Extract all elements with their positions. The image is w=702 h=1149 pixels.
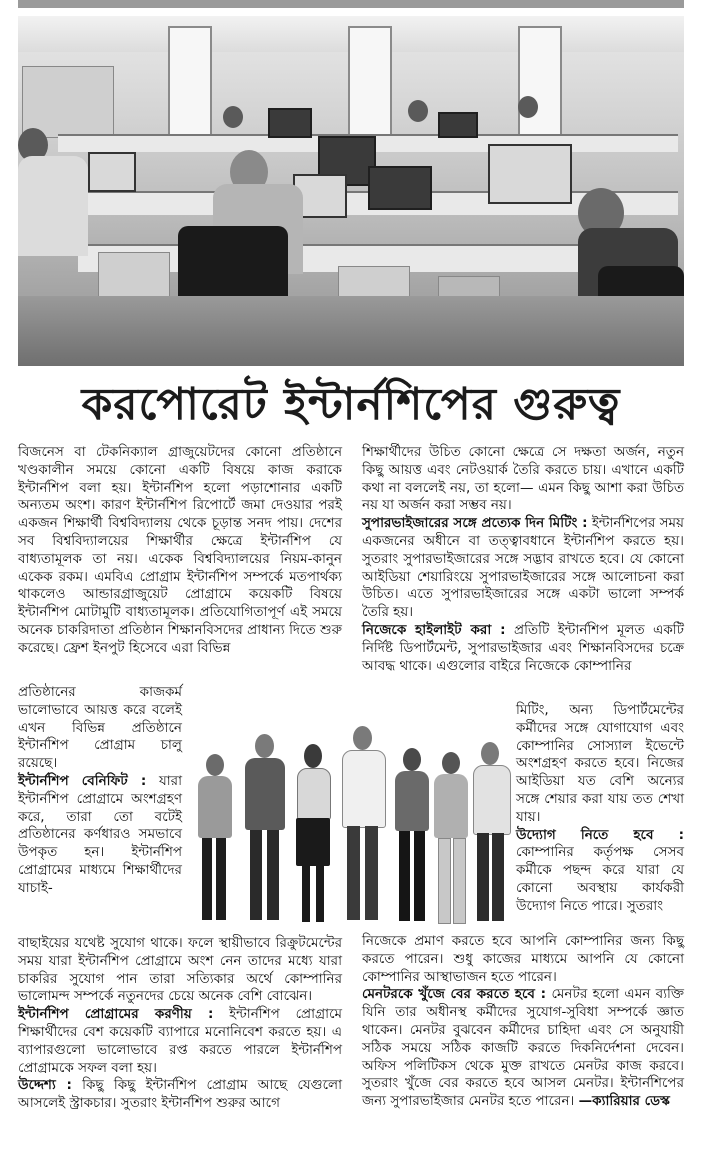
text-supervisor: ইন্টার্নশিপের সময় একজনের অধীনে বা তত্ত্বাবধানে ইন্টার্নশিপ করতে হয়। সুতরাং সুপারভাইজারের সঙ্গে সদ্ভাব রাখতে হবে। যে কোনো আইডিয়া শেয়ারিংয়ে সুপারভাইজারের সঙ্গে আলোচনা করা উচিত। এতে সুপারভাইজারের সঙ্গে একটা ভালো সম্পর্ক তৈরি হয়। [362, 515, 685, 621]
text-mentor: মেনটর হলো এমন ব্যক্তি যিনি তার অধীনস্থ কর্মীদের সুযোগ-সুবিধা সম্পর্কে জ্ঞাত থাকেন। মেনটর বুঝবেন কর্মীদের চাহিদা এবং সে অনুযায়ী সঠিক সময়ে সঠিক কাজটি করতে দিকনির্দেশনা দেবেন। অফিস পলিটিকস থেকে মুক্ত রাখতে মেনটর কাজ করবে। সুতরাং খুঁজে বের করতে হবে আসল মেনটর। ইন্টার্নশিপের জন্য সুপারভাইজার মেনটর হতে পারেন। [362, 986, 684, 1110]
column1-continued [18, 935, 342, 1113]
photo-person [408, 100, 428, 122]
paragraph-aim [18, 1077, 342, 1113]
column2-top [362, 444, 684, 675]
paragraph-cont: বাছাইয়ের যথেষ্ট সুযোগ থাকে। ফলে স্থায়ীভাবে রিক্রুটমেন্টের সময় যারা ইন্টার্নশিপ প্রোগ্রামে অংশ নেন তাদের মধ্যে যারা চাকরির সুযোগ পান তারা সত্যিকার অর্থে কোম্পানির ভালোমন্দ সম্পর্কে নতুনদের চেয়ে অনেক বেশি বোঝেন। [18, 935, 342, 1005]
intern-figure [292, 744, 334, 924]
subhead-highlight: নিজেকে হাইলাইট করা : [362, 621, 506, 638]
subhead-benefit: ইন্টার্নশিপ বেনিফিট : [18, 772, 147, 789]
intern-figure [338, 726, 386, 924]
subhead-supervisor: সুপারভাইজারের সঙ্গে প্রত্যেক দিন মিটিং : [362, 515, 588, 532]
photo-window [348, 26, 392, 140]
subhead-mentor: মেনটরকে খুঁজে বের করতে হবে : [362, 986, 547, 1003]
paragraph-intro: বিজনেস বা টেকনিক্যাল গ্রাজুয়েটদের কোনো প্রতিষ্ঠানে খণ্ডকালীন সময়ে কোনো একটি বিষয়ে কাজ করাকে ইন্টার্নশিপ বলা হয়। ইন্টার্নশিপ হলো পড়াশোনার একটি অন্যতম অংশ। কারণ ইন্টার্নশিপ রিপোর্টে জমা দেওয়ার পরই একজন শিক্ষার্থী বিশ্ববিদ্যালয় থেকে চূড়ান্ত সনদ পায়। দেশের সব বিশ্ববিদ্যালয়ের শিক্ষার্থীর ক্ষেত্রে ইন্টার্নশিপ যে বাধ্যতামূলক তা নয়। একেক বিশ্ববিদ্যালয়ের নিয়ম-কানুন একেক রকম। এমবিএ প্রোগ্রাম ইন্টার্নশিপ সম্পর্কে মতপার্থক্য থাকলেও আন্ডারগ্রাজুয়েট প্রোগ্রামে কয়েকটি বিষয়ে ইন্টার্নশিপ মোটামুটি বাধ্যতামূলক। প্রতিযোগিতাপূর্ণ এই সময়ে অনেক চাকরিদাতা প্রতিষ্ঠান শিক্ষানবিসদের প্রাধান্য দিতে শুরু করেছে। ফ্রেশ ইনপুট হিসেবে এরা বিভিন্ন [18, 444, 342, 656]
photo-monitor [488, 144, 572, 204]
column1-intro [18, 444, 342, 658]
paragraph-duty [18, 1006, 342, 1077]
photo-window [168, 26, 212, 140]
text-aim: কিছু কিছু ইন্টার্নশিপ প্রোগ্রাম আছে যেগুলো আসলেই স্ট্রাকচার। সুতরাং ইন্টার্নশিপ শুরুর আগে [18, 1077, 343, 1112]
paragraph-benefit [18, 773, 182, 898]
office-photo [18, 16, 684, 366]
paragraph-mentor [362, 986, 684, 1111]
text-initiative: কোম্পানির কর্তৃপক্ষ সেসব কর্মীকে পছন্দ করে যারা যে কোনো অবস্থায় কার্যকরী উদ্যোগ নিতে পারে। সুতরাং [516, 844, 684, 914]
photo-monitor [88, 152, 136, 192]
paragraph-aim-cont: শিক্ষার্থীদের উচিত কোনো ক্ষেত্রে সে দক্ষতা অর্জন, নতুন কিছু আয়ত্ত এবং নেটওয়ার্ক তৈরি করতে চায়। এখানে একটি কথা না বললেই নয়, তা হলো— এমন কিছু আশা করা উচিত নয় যা অর্জন করা সম্ভব নয়। [362, 444, 684, 514]
intern-figure [470, 742, 510, 924]
photo-person [518, 96, 538, 118]
top-rule [18, 0, 684, 8]
paragraph-narrow: প্রতিষ্ঠানের কাজকর্ম ভালোভাবে আয়ত্ত করে বলেই এখন বিভিন্ন প্রতিষ্ঠানে ইন্টার্নশিপ প্রোগ্রাম চালু রয়েছে। [18, 684, 182, 772]
column2-narrow [516, 702, 684, 916]
photo-monitor [268, 108, 312, 138]
paragraph-supervisor [362, 515, 684, 622]
photo-shelf [22, 66, 114, 138]
intern-figure [242, 734, 286, 924]
intern-figure [432, 752, 470, 924]
photo-monitor [438, 112, 478, 138]
signature: —ক্যারিয়ার ডেস্ক [578, 1093, 670, 1110]
subhead-duty: ইন্টার্নশিপ প্রোগ্রামের করণীয় : [18, 1006, 214, 1023]
photo-person [18, 156, 88, 256]
text-duty: ইন্টার্নশিপ প্রোগ্রামে শিক্ষার্থীদের বেশ কয়েকটি ব্যাপারে মনোনিবেশ করতে হয়। এ ব্যাপারগুলো ভালোভাবে রপ্ত করতে পারলে ইন্টার্নশিপ প্রোগ্রামকে সফল বলা হয়। [18, 1006, 342, 1076]
intern-figure [194, 754, 234, 924]
paragraph-highlight [362, 622, 684, 675]
paragraph-initiative-cont: নিজেকে প্রমাণ করতে হবে আপনি কোম্পানির জন্য কিছু করতে পারেন। শুধু কাজের মাধ্যমে আপনি যে কোনো কোম্পানির আস্থাভাজন হতে পারেন। [362, 933, 684, 985]
intern-figure [392, 748, 432, 924]
photo-monitor [368, 166, 432, 210]
text-highlight: প্রতিটি ইন্টার্নশিপ মূলত একটি নির্দিষ্ট ডিপার্টমেন্ট, সুপারভাইজার এবং শিক্ষানবিসদের চক্রে আবদ্ধ থাকে। এগুলোর বাইরে নিজেকে কোম্পানির [362, 621, 684, 674]
paragraph-initiative [516, 827, 684, 916]
photo-window [518, 26, 562, 140]
photo-person [223, 106, 243, 128]
interns-group-photo [188, 716, 512, 932]
text-benefit: যারা ইন্টার্নশিপ প্রোগ্রামে অংশগ্রহণ করে, তারা তো বটেই প্রতিষ্ঠানের কর্ণধারও সমভাবে উপকৃত হন। ইন্টার্নশিপ প্রোগ্রামের মাধ্যমে শিক্ষার্থীদের যাচাই- [18, 772, 182, 896]
subhead-aim: উদ্দেশ্য : [18, 1077, 72, 1094]
subhead-initiative: উদ্যোগ নিতে হবে : [516, 826, 684, 843]
column1-narrow [18, 684, 182, 898]
photo-floor [18, 296, 684, 366]
paragraph-narrow-2: মিটিং, অন্য ডিপার্টমেন্টের কর্মীদের সঙ্গে যোগাযোগ এবং কোম্পানির সোস্যাল ইভেন্টে অংশগ্রহণ করতে হবে। নিজের আইডিয়া যত বেশি অন্যের সঙ্গে শেয়ার করা যায় তত শেখা যায়। [516, 702, 684, 825]
column2-bottom [362, 933, 684, 1111]
article-headline: করপোরেট ইন্টার্নশিপের গুরুত্ব [81, 379, 621, 430]
